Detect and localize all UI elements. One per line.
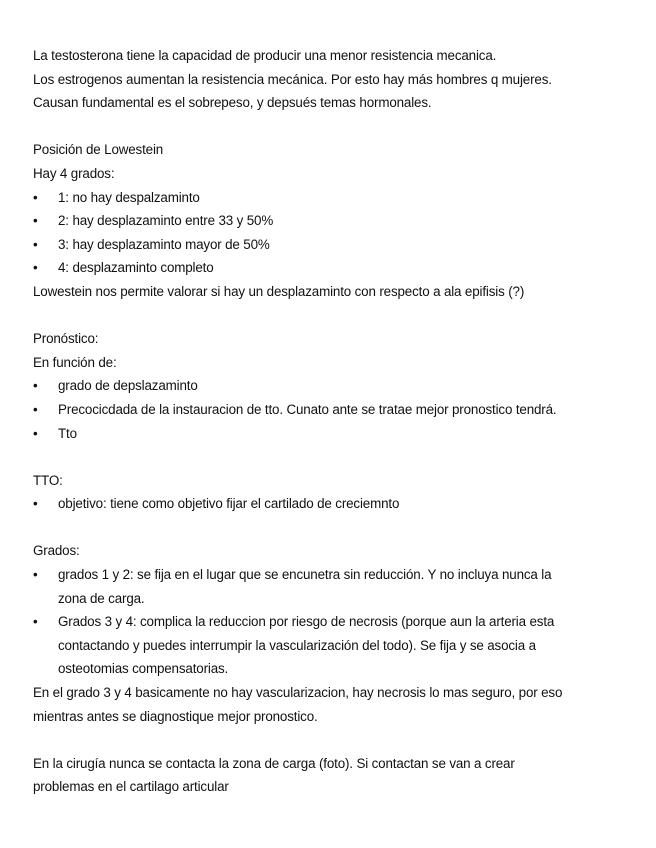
lowestein-heading: Posición de Lowestein xyxy=(33,142,164,158)
cirugia-line-2: problemas en el cartilago articular xyxy=(33,779,229,795)
list-item: • 2: hay desplazaminto entre 33 y 50% xyxy=(33,209,633,233)
bullet-icon: • xyxy=(33,260,38,276)
tto-heading: TTO: xyxy=(33,472,63,488)
pronostico-subheading: En función de: xyxy=(33,354,117,370)
bullet-icon: • xyxy=(33,213,38,229)
grados-list xyxy=(33,563,633,681)
bullet-icon: • xyxy=(33,378,38,394)
list-item: • grados 1 y 2: se fija en el lugar que se encunetra sin reducción. Y no incluya nunca la zona de carga. xyxy=(33,563,633,610)
intro-line-2: Los estrogenos aumentan la resistencia mecánica. Por esto hay más hombres q mujeres. xyxy=(33,71,552,87)
bullet-icon: • xyxy=(33,425,38,441)
lowestein-note: Lowestein nos permite valorar si hay un desplazaminto con respecto a ala epifisis (?) xyxy=(33,283,525,299)
spacer xyxy=(33,304,633,328)
grados-note-line-2: mientras antes se diagnostique mejor pronostico. xyxy=(33,708,318,724)
intro-line-3: Causan fundamental es el sobrepeso, y depsués temas hormonales. xyxy=(33,95,432,111)
spacer xyxy=(33,516,633,540)
bullet-icon: • xyxy=(33,189,38,205)
bullet-icon: • xyxy=(33,496,38,512)
bullet-icon: • xyxy=(33,614,38,630)
list-item: • objetivo: tiene como objetivo fijar el cartilado de creciemnto xyxy=(33,492,633,516)
list-item: • 3: hay desplazaminto mayor de 50% xyxy=(33,233,633,257)
cirugia-line-1: En la cirugía nunca se contacta la zona de carga (foto). Si contactan se van a crear xyxy=(33,755,515,771)
bullet-icon: • xyxy=(33,401,38,417)
grados-heading: Grados: xyxy=(33,543,80,559)
bullet-icon: • xyxy=(33,567,38,583)
list-item: • 4: desplazaminto completo xyxy=(33,256,633,280)
pronostico-list xyxy=(33,374,633,445)
spacer xyxy=(33,445,633,469)
intro-line-1: La testosterona tiene la capacidad de producir una menor resistencia mecanica. xyxy=(33,48,497,63)
pronostico-heading: Pronóstico: xyxy=(33,331,99,347)
spacer xyxy=(33,728,633,752)
bullet-icon: • xyxy=(33,236,38,252)
document-page xyxy=(33,44,633,799)
list-item: • 1: no hay despalzaminto xyxy=(33,186,633,210)
lowestein-subheading: Hay 4 grados: xyxy=(33,165,115,181)
grados-note-line-1: En el grado 3 y 4 basicamente no hay vascularizacion, hay necrosis lo mas seguro, por eso xyxy=(33,685,563,701)
list-item: • grado de depslazaminto xyxy=(33,374,633,398)
tto-list xyxy=(33,492,633,516)
lowestein-list xyxy=(33,186,633,280)
list-item: • Tto xyxy=(33,422,633,446)
list-item: • Grados 3 y 4: complica la reduccion por riesgo de necrosis (porque aun la arteria esta contactando y puedes interrumpir la vascularización del todo). Se fija y se asocia a osteotomias compensatorias. xyxy=(33,610,633,681)
spacer xyxy=(33,115,633,139)
list-item: • Precocicdada de la instauracion de tto. Cunato ante se tratae mejor pronostico tendrá. xyxy=(33,398,633,422)
